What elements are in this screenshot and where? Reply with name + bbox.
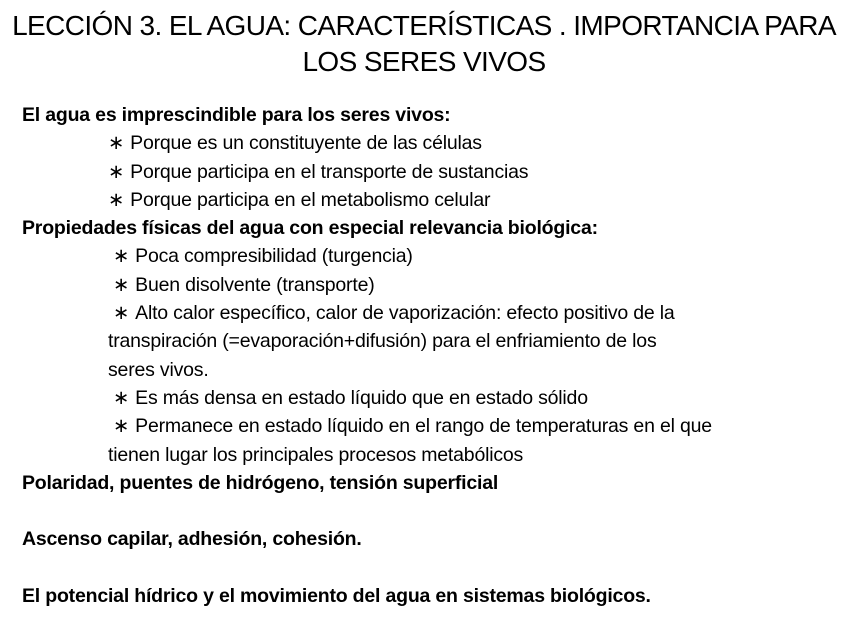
slide-body bbox=[22, 101, 832, 610]
section-heading-polarity: Polaridad, puentes de hidrógeno, tensión superficial bbox=[22, 471, 499, 494]
asterisk-icon: ∗ bbox=[108, 160, 125, 183]
asterisk-icon: ∗ bbox=[113, 273, 130, 296]
asterisk-icon: ∗ bbox=[113, 386, 130, 409]
slide-title-line-1: LECCIÓN 3. EL AGUA: CARACTERÍSTICAS . IMPORTANCIA PARA bbox=[12, 10, 836, 41]
section-heading-physical-properties: Propiedades físicas del agua con especial relevancia biológica: bbox=[22, 217, 598, 240]
list-item-text: Porque es un constituyente de las células bbox=[130, 132, 482, 155]
slide-title-line-2: LOS SERES VIVOS bbox=[302, 46, 546, 77]
list-item-text: Buen disolvente (transporte) bbox=[135, 273, 375, 296]
list-item bbox=[22, 242, 832, 270]
blank-line bbox=[22, 554, 832, 582]
list-item-continuation: seres vivos. bbox=[108, 358, 209, 381]
list-item-text: Es más densa en estado líquido que en estado sólido bbox=[135, 386, 588, 409]
list-item bbox=[22, 158, 832, 186]
list-item-text: Porque participa en el transporte de sustancias bbox=[130, 160, 529, 183]
list-item bbox=[22, 384, 832, 412]
section-heading-capillarity: Ascenso capilar, adhesión, cohesión. bbox=[22, 528, 362, 551]
asterisk-icon: ∗ bbox=[113, 245, 130, 268]
list-item bbox=[22, 129, 832, 157]
slide-title bbox=[0, 8, 848, 80]
list-item-text: Poca compresibilidad (turgencia) bbox=[135, 245, 413, 268]
asterisk-icon: ∗ bbox=[113, 302, 130, 325]
list-item bbox=[22, 271, 832, 299]
list-item-continuation: tienen lugar los principales procesos metabólicos bbox=[108, 443, 524, 466]
list-item bbox=[22, 412, 832, 440]
section-heading-water-potential: El potencial hídrico y el movimiento del agua en sistemas biológicos. bbox=[22, 585, 651, 608]
list-item-text: Porque participa en el metabolismo celular bbox=[130, 188, 491, 211]
blank-line bbox=[22, 497, 832, 525]
list-item-continuation: transpiración (=evaporación+difusión) para el enfriamiento de los bbox=[108, 330, 657, 353]
asterisk-icon: ∗ bbox=[113, 415, 130, 438]
asterisk-icon: ∗ bbox=[108, 188, 125, 211]
list-item-text: Permanece en estado líquido en el rango de temperaturas en el que bbox=[135, 415, 712, 438]
list-item-text: Alto calor específico, calor de vaporización: efecto positivo de la bbox=[135, 302, 675, 325]
list-item bbox=[22, 186, 832, 214]
section-heading-importance: El agua es imprescindible para los seres vivos: bbox=[22, 104, 451, 126]
list-item bbox=[22, 299, 832, 327]
asterisk-icon: ∗ bbox=[108, 132, 125, 155]
